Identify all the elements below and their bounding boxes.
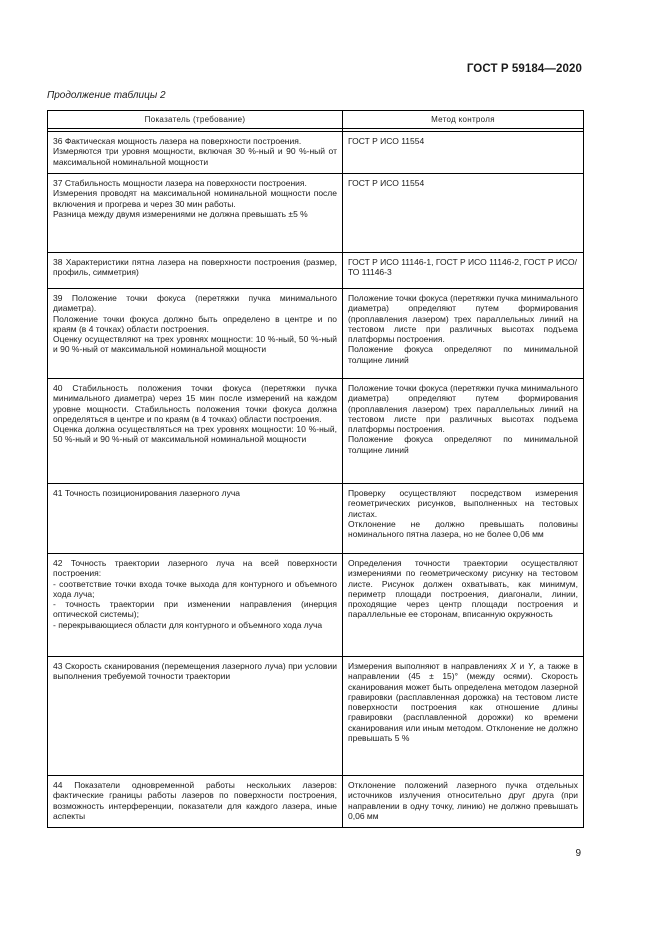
table-row [48,132,584,174]
cell-paragraph: 40 Стабильность положения точки фокуса (перетяжки пучка минимального диаметра) через 15 мин после измерений на каждом уровне мощности. Стабильность положения точки фокуса должна определяться в центре и по краям (в 4 точках) области построения. [53,383,337,424]
page-number: 9 [575,848,581,859]
method-cell [343,484,584,554]
indicator-cell [48,289,343,379]
method-cell [343,554,584,657]
cell-paragraph: Определения точности траектории осуществляют измерениями по геометрическому рисунку на тестовом листе. Рисунок должен охватывать, как минимум, периметр площади построения, диагонали, линии, проходящие через центр площади построения и параллельные ее сторонам, вписанную окружность [348,558,578,620]
method-cell [343,132,584,174]
cell-paragraph: Положение фокуса определяют по минимальной толщине линий [348,434,578,455]
cell-paragraph: ГОСТ Р ИСО 11554 [348,178,425,188]
cell-paragraph: 41 Точность позиционирования лазерного луча [53,488,240,498]
cell-paragraph: - соответствие точки входа точке выхода для контурного и объемного хода луча; [53,578,337,599]
cell-paragraph [348,661,578,743]
column-header-method: Метод контроля [343,111,584,129]
table-row [48,379,584,484]
cell-paragraph: 36 Фактическая мощность лазера на поверхности построения. [53,136,302,146]
method-cell [343,253,584,289]
cell-paragraph: Разница между двумя измерениями не должна превышать ±5 % [53,208,308,219]
method-text: и [516,661,528,671]
cell-paragraph: ГОСТ Р ИСО 11146-1, ГОСТ Р ИСО 11146-2, ГОСТ Р ИСО/ТО 11146-3 [348,257,577,278]
indicator-cell [48,253,343,289]
cell-paragraph: - точность траектории при изменении направления (инерция оптической системы); [53,599,337,620]
method-cell [343,289,584,379]
table-row [48,289,584,379]
table-continuation-caption: Продолжение таблицы 2 [47,90,166,101]
indicator-cell [48,554,343,657]
table-row [48,554,584,657]
cell-paragraph: Положение точки фокуса должно быть определено в центре и по краям (в 4 точках) области построения. [53,313,337,334]
cell-paragraph: Оценка должна осуществляться на трех уровнях мощности: 10 %-ный, 50 %-ный и 90 %-ный от максимальной номинальной мощности [53,424,337,445]
cell-paragraph: Оценку осуществляют на трех уровнях мощности: 10 %-ный, 50 %-ный и 90 %-ный от максимальной номинальной мощности [53,334,337,355]
cell-paragraph: 42 Точность траектории лазерного луча на всей поверхности построения: [53,558,337,579]
method-text: , а также в направлении (45 ± 15)° (между осями). Скорость сканирования может быть определена методом лазерной гравировки (расплавленная дорожка) на тестовом листе поверхности построения как отношение длины гравировки (расплавленной дорожки) ко времени сканирования или иным методом. Отклонение не должно превышать 5 % [348,661,578,744]
method-cell [343,379,584,484]
table-row [48,776,584,828]
method-cell [343,174,584,253]
cell-paragraph: Проверку осуществляют посредством измерения геометрических рисунков, выполненных на тестовых листах. [348,488,578,519]
indicator-cell [48,174,343,253]
column-header-indicator: Показатель (требование) [48,111,343,129]
cell-paragraph: 37 Стабильность мощности лазера на поверхности построения. [53,178,307,188]
table-row [48,657,584,776]
cell-paragraph: Отклонение положений лазерного пучка отдельных источников излучения относительно друг друга (при направлении в одну точку, линию) не должно превышать 0,06 мм [348,780,578,821]
axis-x-symbol: X [510,661,516,671]
cell-paragraph: 43 Скорость сканирования (перемещения лазерного луча) при условии выполнения требуемой точности траектории [53,661,337,682]
cell-paragraph: 44 Показатели одновременной работы нескольких лазеров: фактические границы работы лазеров по поверхности построения, возможность интерференции, показатели для каждого лазера, иные аспекты [53,780,337,821]
indicator-cell [48,657,343,776]
method-cell [343,776,584,828]
cell-paragraph: Отклонение не должно превышать половины номинального пятна лазера, но не более 0,06 мм [348,518,578,540]
indicator-cell [48,776,343,828]
method-text: Измерения выполняют в направлениях [348,661,507,671]
axis-y-symbol: Y [527,661,534,671]
method-cell [343,657,584,776]
cell-paragraph: 38 Характеристики пятна лазера на поверхности построения (размер, профиль, симметрия) [53,257,337,278]
cell-paragraph: - перекрывающиеся области для контурного и объемного хода луча [53,619,323,630]
indicator-cell [48,484,343,554]
table-row [48,484,584,554]
cell-paragraph: Измеряются три уровня мощности, включая 30 %-ный и 90 %-ный от максимальной номинальной мощности [53,146,337,167]
table-row [48,174,584,253]
indicator-cell [48,379,343,484]
table-row [48,253,584,289]
table-header-row [48,111,584,129]
indicator-cell [48,132,343,174]
cell-paragraph: 39 Положение точки фокуса (перетяжки пучка минимального диаметра). [53,293,337,314]
standard-number: ГОСТ Р 59184—2020 [466,63,582,75]
cell-paragraph: Положение фокуса определяют по минимальной толщине линий [348,344,578,365]
cell-paragraph: Положение точки фокуса (перетяжки пучка минимального диаметра) определяют путем формирования (проплавления лазером) трех параллельных линий на тестовом листе при различных высотах подъема платформы построения. [348,383,578,435]
requirements-table [47,110,584,828]
cell-paragraph: Измерения проводят на максимальной номинальной мощности после включения и прогрева и через 30 мин работы. [53,188,337,209]
cell-paragraph: ГОСТ Р ИСО 11554 [348,136,425,146]
cell-paragraph: Положение точки фокуса (перетяжки пучка минимального диаметра) определяют путем формирования (проплавления лазером) трех параллельных линий на тестовом листе при различных высотах подъема платформы построения. [348,293,578,345]
